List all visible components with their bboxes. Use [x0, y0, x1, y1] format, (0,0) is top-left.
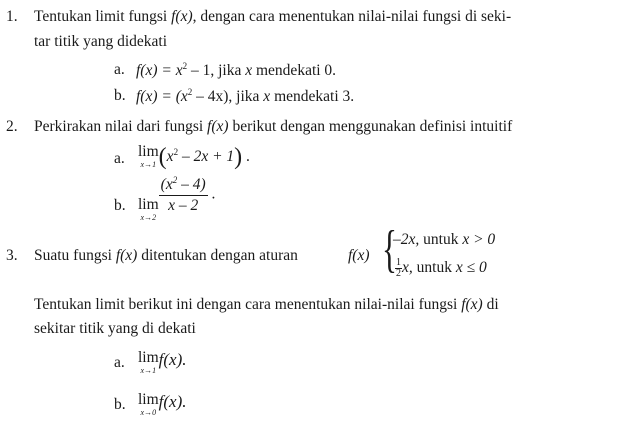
q1-a-var: x	[245, 62, 253, 80]
q3-instruction-b: di	[482, 296, 499, 313]
q1-fx: f(x)	[171, 8, 193, 25]
q2-b-num-rest: – 4)	[177, 176, 206, 194]
q3-a-lim	[138, 350, 159, 375]
q1-a-sup: 2	[182, 61, 188, 71]
q2-b-lim-word: lim	[138, 196, 159, 213]
q1-b-expr	[136, 87, 354, 106]
q1-text-a: Tentukan limit fungsi	[34, 8, 172, 25]
q3-case2-num: 1	[396, 257, 401, 268]
q3-case2-frac	[395, 258, 402, 279]
q3-instruction-a: Tentukan limit berikut ini dengan cara menentukan nilai-nilai fungsi	[34, 296, 462, 313]
q2-b-denominator: x – 2	[168, 197, 199, 215]
q3-b-lim-sub: x→0	[140, 407, 157, 417]
q3-b-expr	[138, 392, 187, 417]
q2-a-open: (	[158, 144, 167, 170]
q3-number: 3.	[6, 247, 18, 264]
q1-text-b: , dengan cara menentukan nilai-nilai fungsi di seki-	[192, 8, 512, 25]
q3-case1	[393, 231, 495, 249]
q2-a-label: a.	[114, 150, 125, 167]
q3-text	[34, 247, 298, 265]
q1-b-f: f(x) = (x	[136, 88, 188, 106]
q1-b-rest: – 4x), jika	[192, 88, 264, 106]
q2-fx: f(x)	[207, 118, 229, 135]
q1-text	[34, 8, 511, 26]
q3-b-lim-word: lim	[138, 391, 159, 408]
q3-instruction	[34, 296, 499, 314]
q3-case2-den: 2	[396, 268, 401, 279]
q2-b-dot: .	[211, 185, 216, 203]
q1-a-f: f(x) = x	[136, 62, 183, 80]
q1-b-var: x	[263, 88, 271, 106]
q2-a-close: )	[234, 144, 243, 170]
q2-b-numerator	[159, 175, 208, 196]
q1-b-label: b.	[114, 87, 126, 104]
q3-fx2: f(x)	[348, 247, 370, 264]
q2-a-x: x	[166, 148, 174, 165]
q2-text	[34, 118, 512, 136]
q3-text-b: ditentukan dengan aturan	[137, 247, 298, 264]
q2-b-label: b.	[114, 197, 126, 214]
q2-b-lim-sub: x→2	[140, 212, 157, 222]
q3-fx: f(x)	[115, 247, 138, 264]
q3-case2	[395, 258, 487, 279]
q2-a-dot: .	[246, 148, 250, 165]
q1-a-tail: mendekati 0.	[252, 62, 337, 80]
q3-instruction-fx: f(x)	[461, 296, 483, 313]
q1-b-tail: mendekati 3.	[270, 88, 355, 106]
q2-text-b: berikut dengan menggunakan definisi intuitif	[228, 118, 513, 135]
q3-case2-cond: x ≤ 0	[455, 259, 487, 277]
q3-a-lim-word: lim	[138, 349, 159, 366]
q1-b-sup: 2	[187, 87, 193, 97]
q2-text-a: Perkirakan nilai dari fungsi	[34, 118, 208, 135]
q3-case1-expr: –2x,	[393, 231, 424, 248]
q2-a-lim-sub: x→1	[140, 159, 157, 169]
q3-case2-expr: x,	[402, 259, 417, 277]
q3-a-label: a.	[114, 354, 125, 371]
q2-b-num-sup: 2	[172, 175, 178, 185]
q2-b-expr	[138, 175, 215, 222]
q1-a-label: a.	[114, 61, 125, 78]
q2-a-sup: 2	[173, 146, 179, 157]
q2-b-frac	[159, 175, 208, 215]
q3-b-lim	[138, 392, 159, 417]
q1-number: 1.	[6, 8, 18, 25]
q1-text-line2: tar titik yang didekati	[34, 33, 168, 50]
q3-brace: {	[382, 221, 397, 278]
q3-a-lim-sub: x→1	[140, 365, 157, 375]
q2-number: 2.	[6, 118, 18, 135]
q1-a-rest: – 1, jika	[187, 62, 246, 80]
q3-a-fx: f(x).	[158, 350, 187, 369]
q3-text-a: Suatu fungsi	[34, 247, 116, 264]
q2-a-lim-word: lim	[138, 143, 159, 160]
q3-case1-cond: x > 0	[462, 231, 496, 248]
q2-a-rest: – 2x + 1	[178, 148, 235, 165]
q3-instruction-line2: sekitar titik yang di dekati	[34, 320, 196, 337]
q2-a-expr	[138, 144, 250, 171]
q3-a-expr	[138, 350, 187, 375]
q1-a-expr	[136, 61, 336, 80]
q3-case1-word: untuk	[423, 231, 463, 248]
q2-a-lim	[138, 144, 159, 169]
q3-case2-word: untuk	[416, 259, 456, 277]
q3-b-fx: f(x).	[158, 392, 187, 411]
q2-b-num-open: (x	[160, 176, 173, 194]
q2-b-lim	[138, 197, 159, 222]
q3-b-label: b.	[114, 396, 126, 413]
